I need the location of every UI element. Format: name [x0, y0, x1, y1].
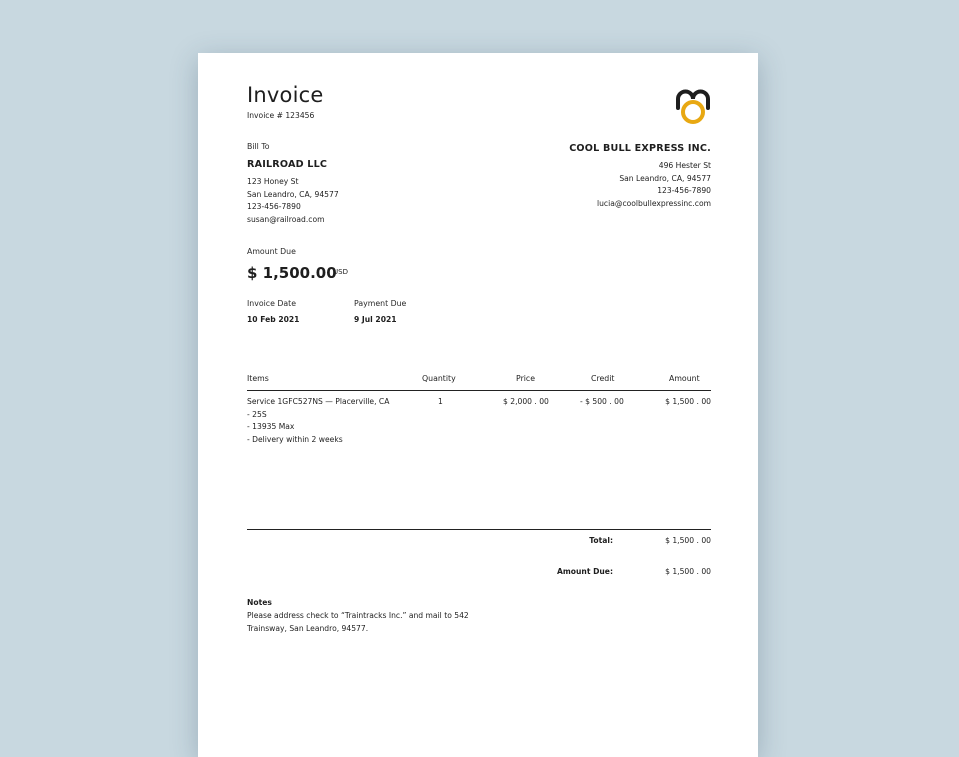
- bill-to-address-line: San Leandro, CA, 94577: [247, 189, 339, 199]
- table-row-price: $ 2,000 . 00: [503, 397, 549, 406]
- company-address-line: San Leandro, CA, 94577: [619, 173, 711, 183]
- bill-to-name: RAILROAD LLC: [247, 159, 328, 170]
- payment-due-label: Payment Due: [354, 299, 407, 308]
- amount-due-currency: USD: [333, 268, 348, 276]
- footer-amount-due-label: Amount Due:: [557, 567, 613, 576]
- invoice-date-value: 10 Feb 2021: [247, 315, 300, 324]
- bull-horns-logo-icon: [674, 88, 712, 126]
- item-line: Service 1GFC527NS — Placerville, CA: [247, 397, 390, 406]
- table-row-amount: $ 1,500 . 00: [665, 397, 711, 406]
- invoice-page: [198, 53, 758, 757]
- bill-to-label: Bill To: [247, 142, 270, 151]
- table-row-credit: - $ 500 . 00: [580, 397, 624, 406]
- invoice-date-label: Invoice Date: [247, 299, 296, 308]
- table-header-items: Items: [247, 374, 269, 383]
- bill-to-address: [247, 176, 339, 226]
- company-address-line: 496 Hester St: [658, 161, 711, 170]
- bill-to-email: susan@railroad.com: [247, 214, 325, 224]
- table-header-amount: Amount: [669, 374, 700, 383]
- company-email: lucia@coolbullexpressinc.com: [596, 198, 711, 208]
- notes-label: Notes: [247, 598, 272, 607]
- item-line: - Delivery within 2 weeks: [247, 434, 343, 444]
- table-row-quantity: 1: [438, 397, 443, 406]
- bill-to-address-line: 123 Honey St: [247, 177, 299, 186]
- company-name: COOL BULL EXPRESS INC.: [569, 143, 711, 154]
- payment-due-value: 9 Jul 2021: [354, 315, 397, 324]
- table-header-credit: Credit: [591, 374, 615, 383]
- amount-due-value: $ 1,500.00: [247, 264, 337, 282]
- table-row-item: [247, 396, 389, 446]
- footer-amount-due-value: $ 1,500 . 00: [665, 567, 711, 576]
- total-label: Total:: [589, 536, 613, 545]
- invoice-title: Invoice: [247, 83, 324, 107]
- amount-due-label: Amount Due: [247, 247, 296, 256]
- bill-to-phone: 123-456-7890: [247, 202, 301, 212]
- total-value: $ 1,500 . 00: [665, 536, 711, 545]
- invoice-number: Invoice # 123456: [247, 111, 315, 120]
- table-header-price: Price: [516, 374, 536, 383]
- table-header-quantity: Quantity: [422, 374, 456, 383]
- item-line: - 25S: [247, 409, 267, 419]
- item-line: - 13935 Max: [247, 422, 295, 432]
- notes-text: Please address check to “Traintracks Inc.” and mail to 542 Trainsway, San Leandro, 94577.: [247, 611, 469, 633]
- company-address: [597, 160, 711, 210]
- table-header-divider: [247, 390, 711, 391]
- table-footer-divider: [247, 529, 711, 530]
- company-phone: 123-456-7890: [657, 186, 711, 196]
